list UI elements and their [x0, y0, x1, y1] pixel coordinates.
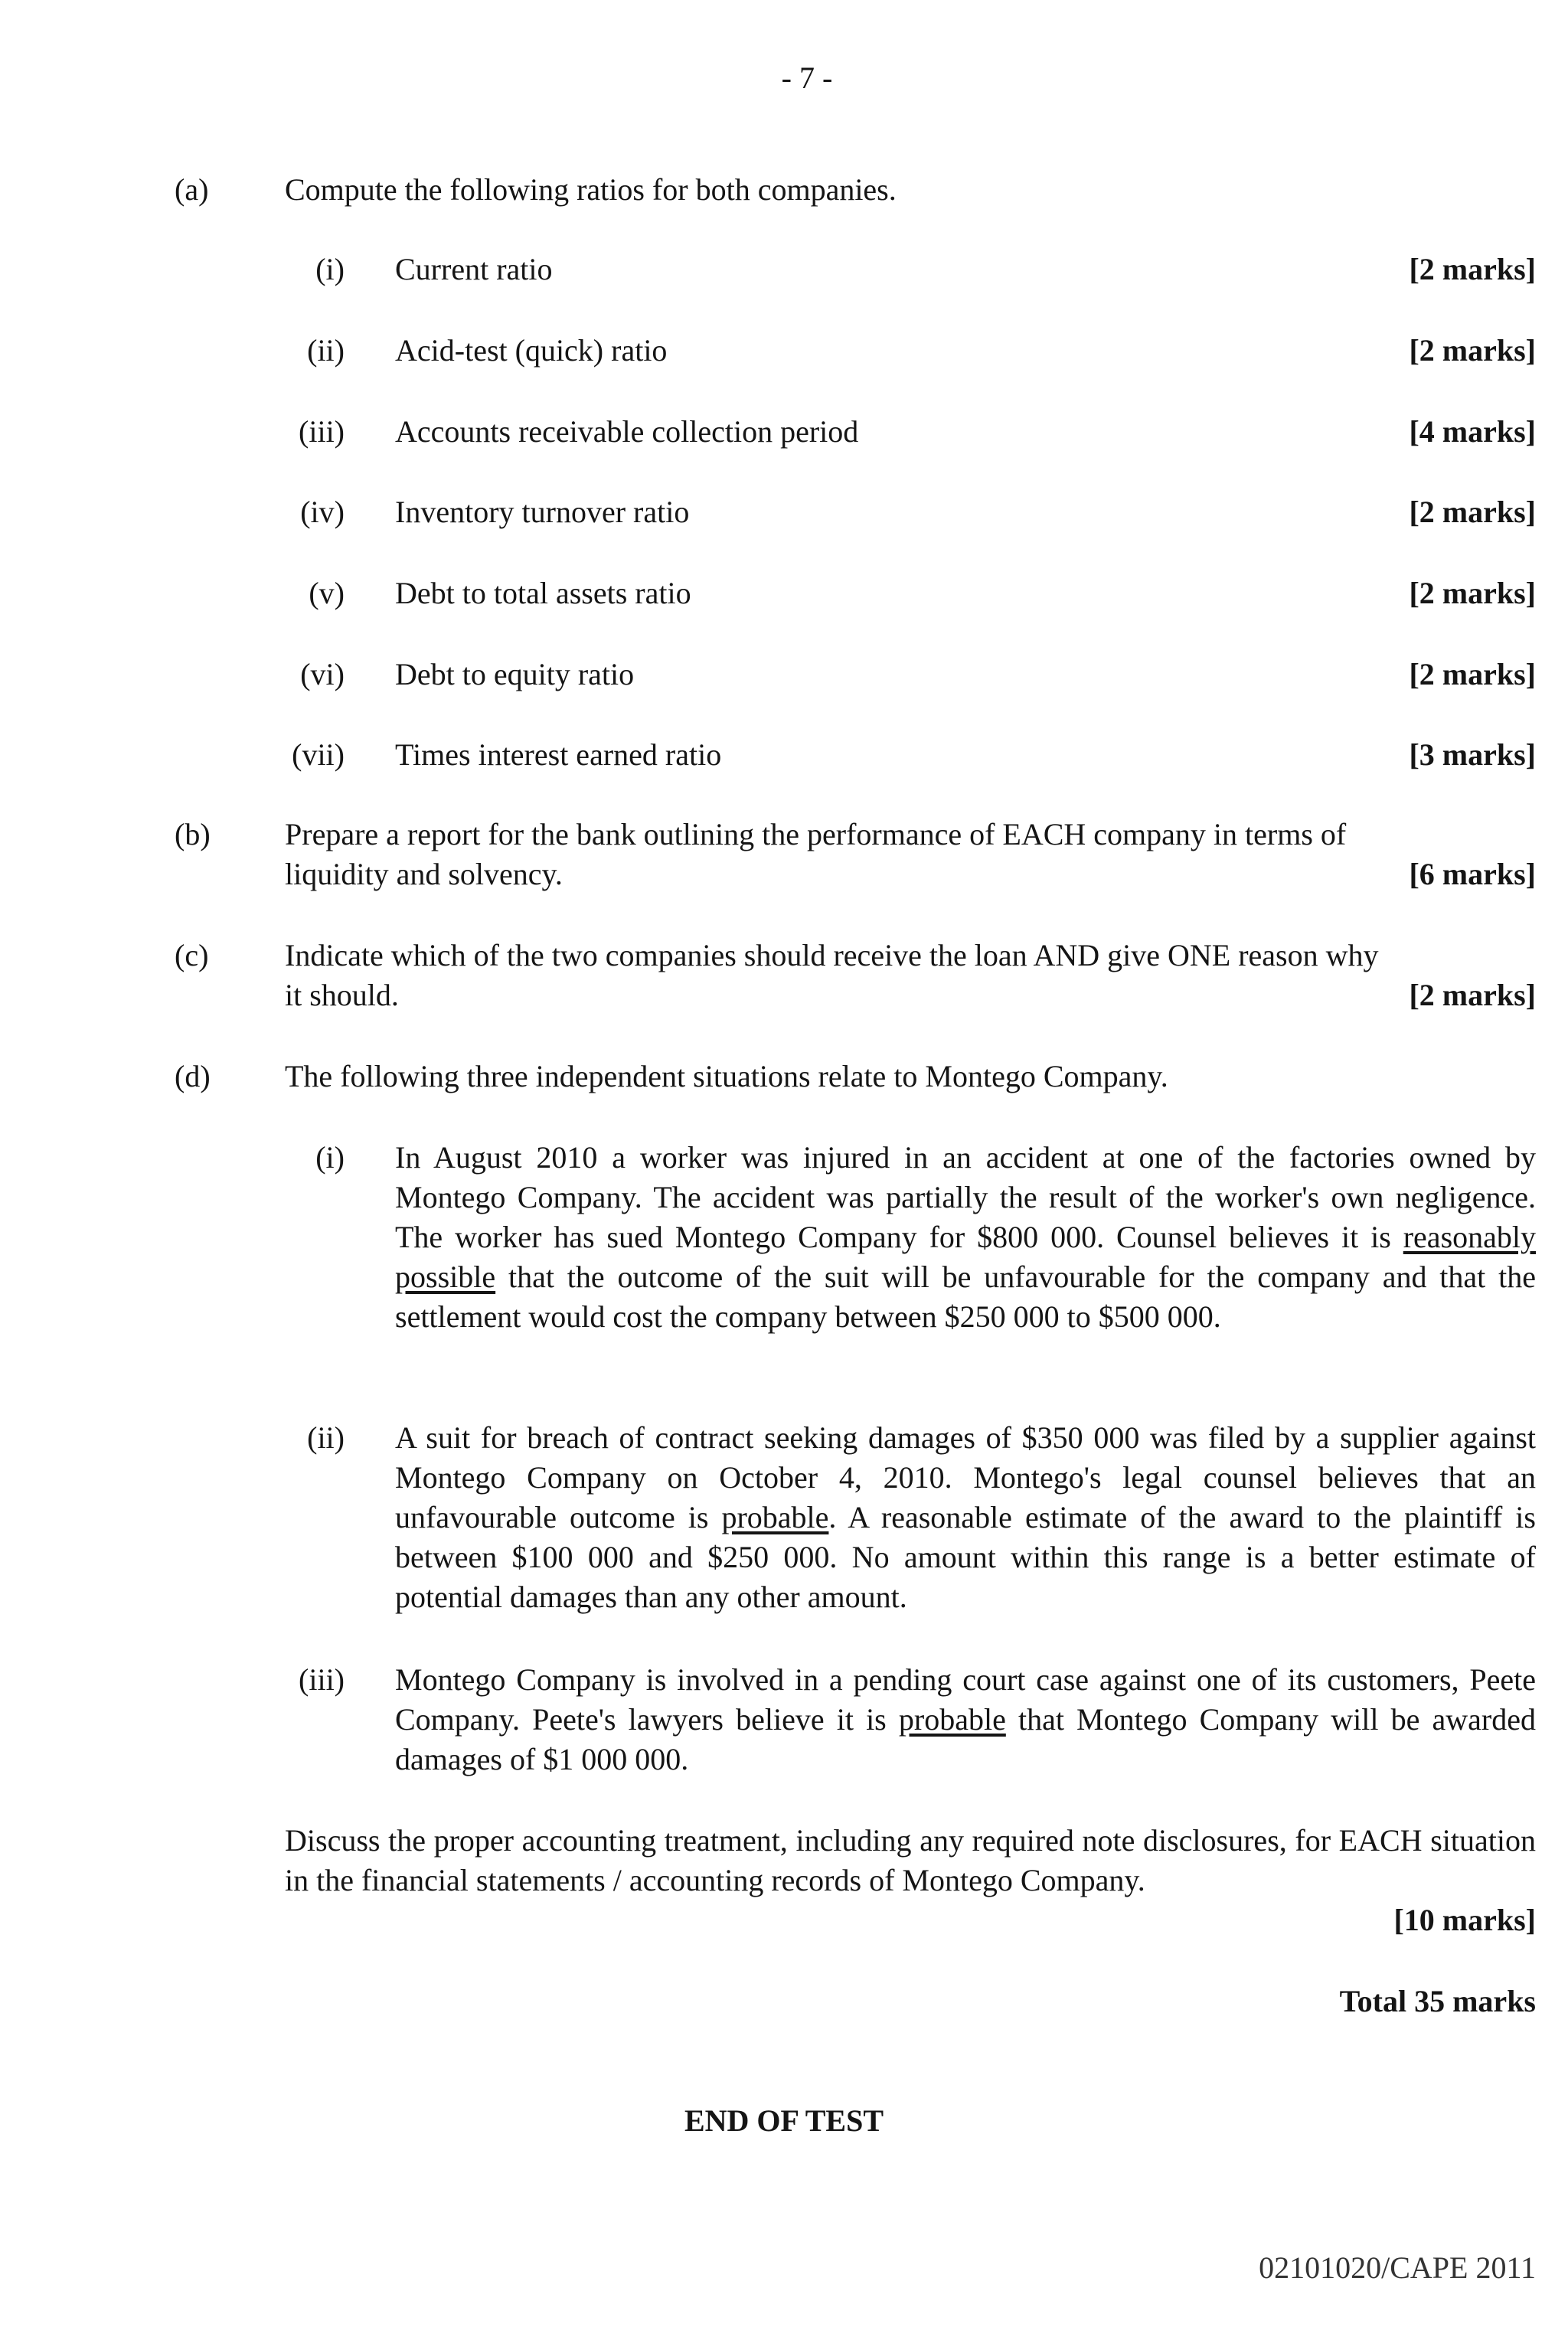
page-number: - 7 -: [781, 60, 833, 95]
item-num: (iii): [299, 414, 345, 449]
item-num: (ii): [307, 333, 345, 368]
item-marks: [2 marks]: [1409, 252, 1536, 286]
item-num: (v): [309, 576, 345, 610]
item-marks: [2 marks]: [1409, 495, 1536, 529]
item-num: (vii): [292, 737, 345, 772]
question-d-label: (d): [175, 1059, 211, 1093]
item-marks: [2 marks]: [1409, 333, 1536, 368]
situation-ii-text: A suit for breach of contract seeking damages of $350 000 was filed by a supplier against Montego Company on October 4, 2010. Montego's legal counsel believes that an unfavourable outcome is probable. A reasonable estimate of the award to the plaintiff is between $100 000 and $250 000. No amount within this range is a better estimate of potential damages than any other amount.: [395, 1420, 1536, 1614]
item-text: Debt to total assets ratio: [395, 576, 691, 610]
question-d-marks: [10 marks]: [1393, 1903, 1536, 1937]
situation-num: (i): [315, 1140, 345, 1175]
question-a-text: Compute the following ratios for both companies.: [285, 172, 897, 207]
emphasis-probable: probable: [721, 1500, 829, 1534]
question-c-label: (c): [175, 938, 209, 972]
total-marks: Total 35 marks: [1339, 1984, 1536, 2018]
situation-num: (ii): [307, 1420, 345, 1455]
emphasis-probable: probable: [898, 1702, 1006, 1737]
situation-iii-text: Montego Company is involved in a pending court case against one of its customers, Peete Company. Peete's lawyers believe it is probable that Montego Company will be awarded damages of $1 000 000.: [395, 1662, 1536, 1776]
item-num: (iv): [300, 495, 345, 529]
question-b-label: (b): [175, 817, 211, 851]
item-marks: [4 marks]: [1409, 414, 1536, 449]
question-b-marks: [6 marks]: [1409, 857, 1536, 891]
item-text: Current ratio: [395, 252, 553, 286]
item-text: Acid-test (quick) ratio: [395, 333, 668, 368]
item-text: Accounts receivable collection period: [395, 414, 859, 449]
question-b-line2: liquidity and solvency.: [285, 857, 563, 891]
question-b-line1: Prepare a report for the bank outlining the performance of EACH company in terms of: [285, 817, 1347, 851]
situation-i-text: In August 2010 a worker was injured in an accident at one of the factories owned by Montego Company. The accident was partially the result of the worker's own negligence. The worker has sued Montego Company for $800 000. Counsel believes it is reasonably possible that the outcome of the suit will be unfavourable for the company and that the settlement would cost the company between $250 000 to $500 000.: [395, 1140, 1536, 1334]
question-c-line1: Indicate which of the two companies should receive the loan AND give ONE reason why: [285, 938, 1379, 972]
situation-num: (iii): [299, 1662, 345, 1697]
item-marks: [3 marks]: [1409, 737, 1536, 772]
question-c-marks: [2 marks]: [1409, 978, 1536, 1012]
question-d-intro: The following three independent situations relate to Montego Company.: [285, 1059, 1168, 1093]
question-a-label: (a): [175, 172, 209, 207]
item-marks: [2 marks]: [1409, 657, 1536, 691]
footer-code: 02101020/CAPE 2011: [1259, 2250, 1536, 2285]
item-num: (i): [315, 252, 345, 286]
item-num: (vi): [300, 657, 345, 691]
end-of-test: END OF TEST: [684, 2103, 884, 2138]
item-marks: [2 marks]: [1409, 576, 1536, 610]
item-text: Inventory turnover ratio: [395, 495, 690, 529]
discuss-text: Discuss the proper accounting treatment, including any required note disclosures, for EACH situation in the financial statements / accounting records of Montego Company.: [285, 1823, 1536, 1897]
question-c-line2: it should.: [285, 978, 399, 1012]
item-text: Times interest earned ratio: [395, 737, 722, 772]
item-text: Debt to equity ratio: [395, 657, 635, 691]
emphasis-reasonably-possible: reasonably possible: [395, 1220, 1536, 1294]
